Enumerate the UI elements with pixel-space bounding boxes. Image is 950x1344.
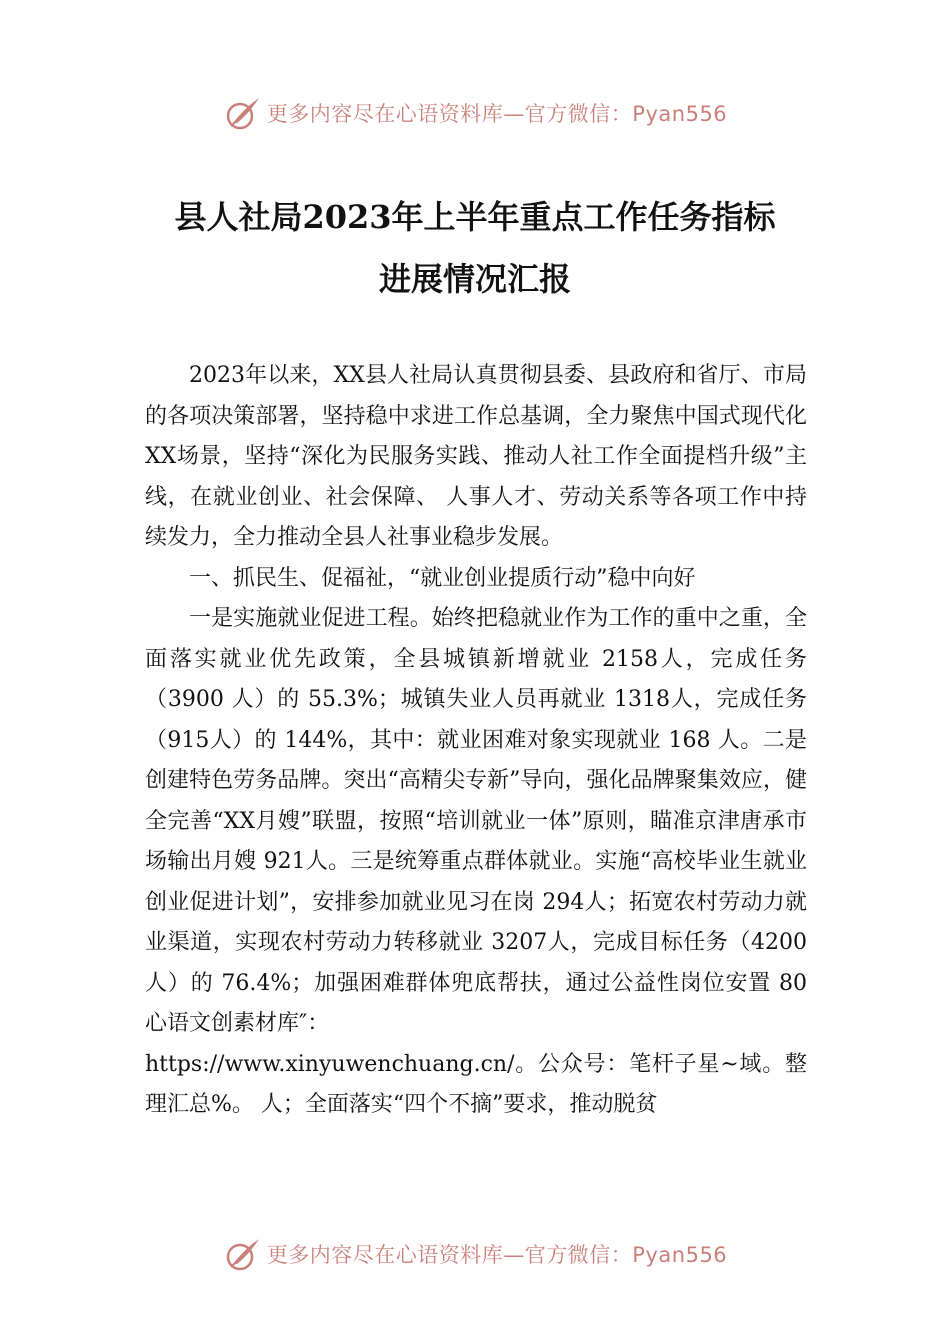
continuation-paragraph: https://www.xinyuwenchuang.cn/。公众号：笔杆子星~域。整理汇总%。 人；全面落实“四个不摘”要求，推动脱贫 — [145, 1051, 807, 1117]
quill-pen-logo-icon — [223, 1234, 263, 1274]
document-body — [145, 356, 807, 1126]
title-line-2: 进展情况汇报 — [378, 260, 571, 298]
intro-paragraph: 2023年以来，XX县人社局认真贯彻县委、县政府和省厅、市局的各项决策部署，坚持稳中求进工作总基调，全力聚焦中国式现代化 XX场景，坚持“深化为民服务实践、推动人社工作全面提档升级”主线，在就业创业、社会保障、 人事人才、劳动关系等各项工作中持续发力，全力推动全县人社事业稳步发展。 — [145, 363, 807, 550]
quill-pen-logo-icon — [223, 93, 263, 133]
watermark-text: 更多内容尽在心语资料库—官方微信：Pyan556 — [266, 1243, 728, 1267]
document-title — [100, 186, 850, 310]
watermark-text: 更多内容尽在心语资料库—官方微信：Pyan556 — [266, 102, 728, 126]
title-line-1: 县人社局2023年上半年重点工作任务指标 — [174, 198, 776, 236]
watermark-header — [0, 93, 950, 133]
section-heading: 一、抓民生、促福祉，“就业创业提质行动”稳中向好 — [189, 565, 696, 591]
employment-paragraph: 一是实施就业促进工程。始终把稳就业作为工作的重中之重，全面落实就业优先政策，全县城镇新增就业 2158人，完成任务（3900 人）的 55.3%；城镇失业人员再就业 1318人，完成任务（915人）的 144%，其中：就业困难对象实现就业 168 人。二是创建特色劳务品牌。突出“高精尖专新”导向，强化品牌聚集效应，健全完善“XX月嫂”联盟，按照“培训就业一体”原则，瞄准京津唐承市场输出月嫂 921人。三是统筹重点群体就业。实施“高校毕业生就业创业促进计划”，安排参加就业见习在岗 294人；拓宽农村劳动力就业渠道，实现农村劳动力转移就业 3207人，完成目标任务（4200人）的 76.4%；加强困难群体兜底帮扶，通过公益性岗位安置 80 心语文创素材库″： — [145, 606, 807, 1036]
watermark-footer — [0, 1234, 950, 1274]
